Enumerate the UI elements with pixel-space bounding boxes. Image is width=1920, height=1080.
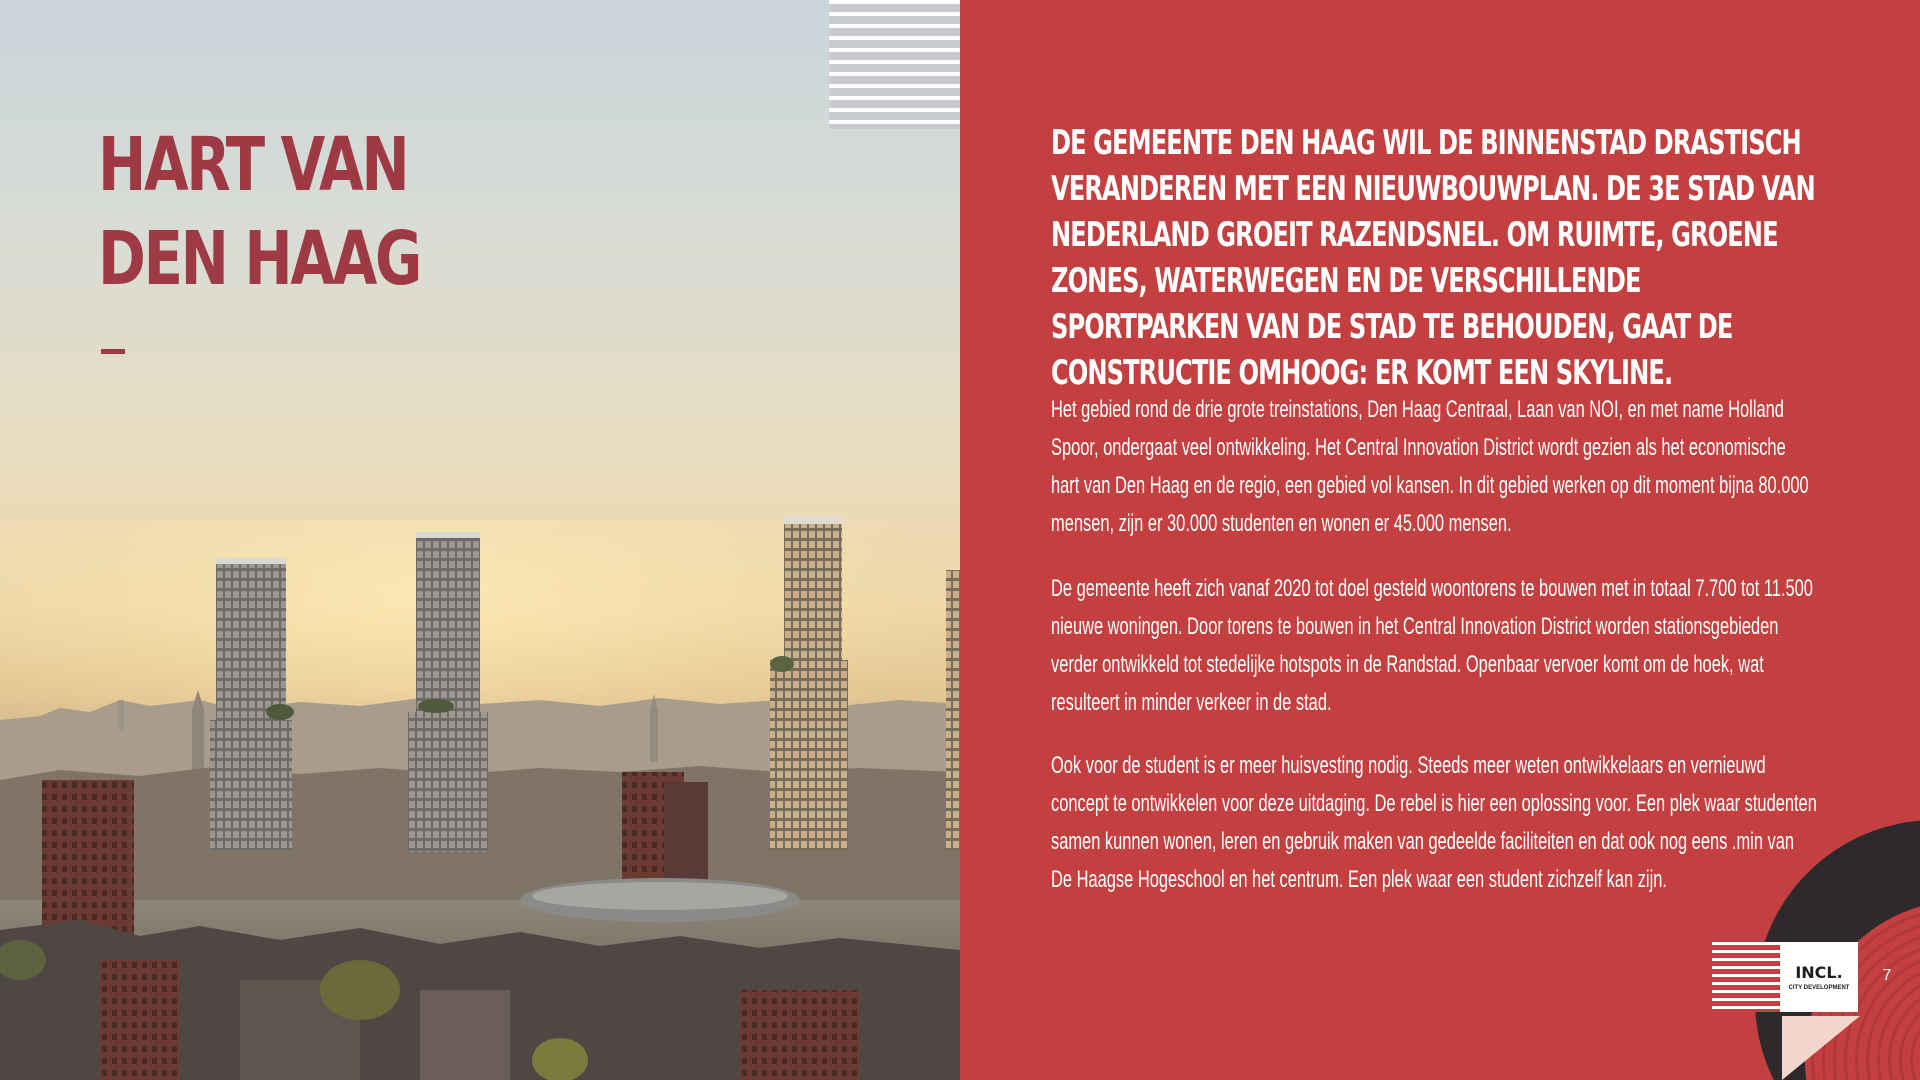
page-title: HART VAN DEN HAAG	[98, 122, 421, 302]
body-paragraph-1: Het gebied rond de drie grote treinstations, Den Haag Centraal, Laan van NOI, en met name Holland Spoor, ondergaat veel ontwikkeling. Het Central Innovation District wordt gezien als het economische hart van Den Haag en de regio, een gebied vol kansen. In dit gebied werken op dit moment bijna 80.000 mensen, zijn er 30.000 studenten en wonen er 45.000 mensen.	[1051, 396, 1809, 537]
page-number: 7	[1882, 967, 1892, 984]
incl-logo	[1712, 942, 1858, 1012]
logo-wordmark: INCL.	[1795, 963, 1843, 982]
logo-tagline: CITY DEVELOPMENT	[1788, 985, 1850, 991]
body-paragraph-2: De gemeente heeft zich vanaf 2020 tot doel gesteld woontorens te bouwen met in totaal 7.700 tot 11.500 nieuwe woningen. Door torens te bouwen in het Central Innovation District worden stationsgebieden verder ontwikkeld tot stedelijke hotspots in de Randstad. Openbaar vervoer komt om de hoek, wat resulteert in minder verkeer in de stad.	[1051, 575, 1813, 716]
logo-box	[1780, 942, 1858, 1012]
body-paragraph-3: Ook voor de student is er meer huisvesting nodig. Steeds meer weten ontwikkelaars en vernieuwd concept te ontwikkelen voor deze uitdaging. De rebel is hier een oplossing voor. Een plek waar studenten samen kunnen wonen, leren en gebruik maken van gedeelde faciliteiten en dat ook nog eens .min van De Haagse Hogeschool en het centrum. Een plek waar een student zichzelf kan zijn.	[1051, 752, 1817, 893]
intro-headline: DE GEMEENTE DEN HAAG WIL DE BINNENSTAD DRASTISCH VERANDEREN MET EEN NIEUWBOUWPLAN. DE 3E STAD VAN NEDERLAND GROEIT RAZENDSNEL. OM RUIMTE, GROENE ZONES, WATERWEGEN EN DE VERSCHILLENDE SPORTPARKEN VAN DE STAD TE BEHOUDEN, GAAT DE CONSTRUCTIE OMHOOG: ER KOMT EEN SKYLINE.	[1051, 123, 1815, 393]
logo-stripes-icon	[1712, 942, 1780, 1012]
title-dash-divider	[101, 349, 125, 354]
decorative-stripes	[829, 0, 960, 129]
